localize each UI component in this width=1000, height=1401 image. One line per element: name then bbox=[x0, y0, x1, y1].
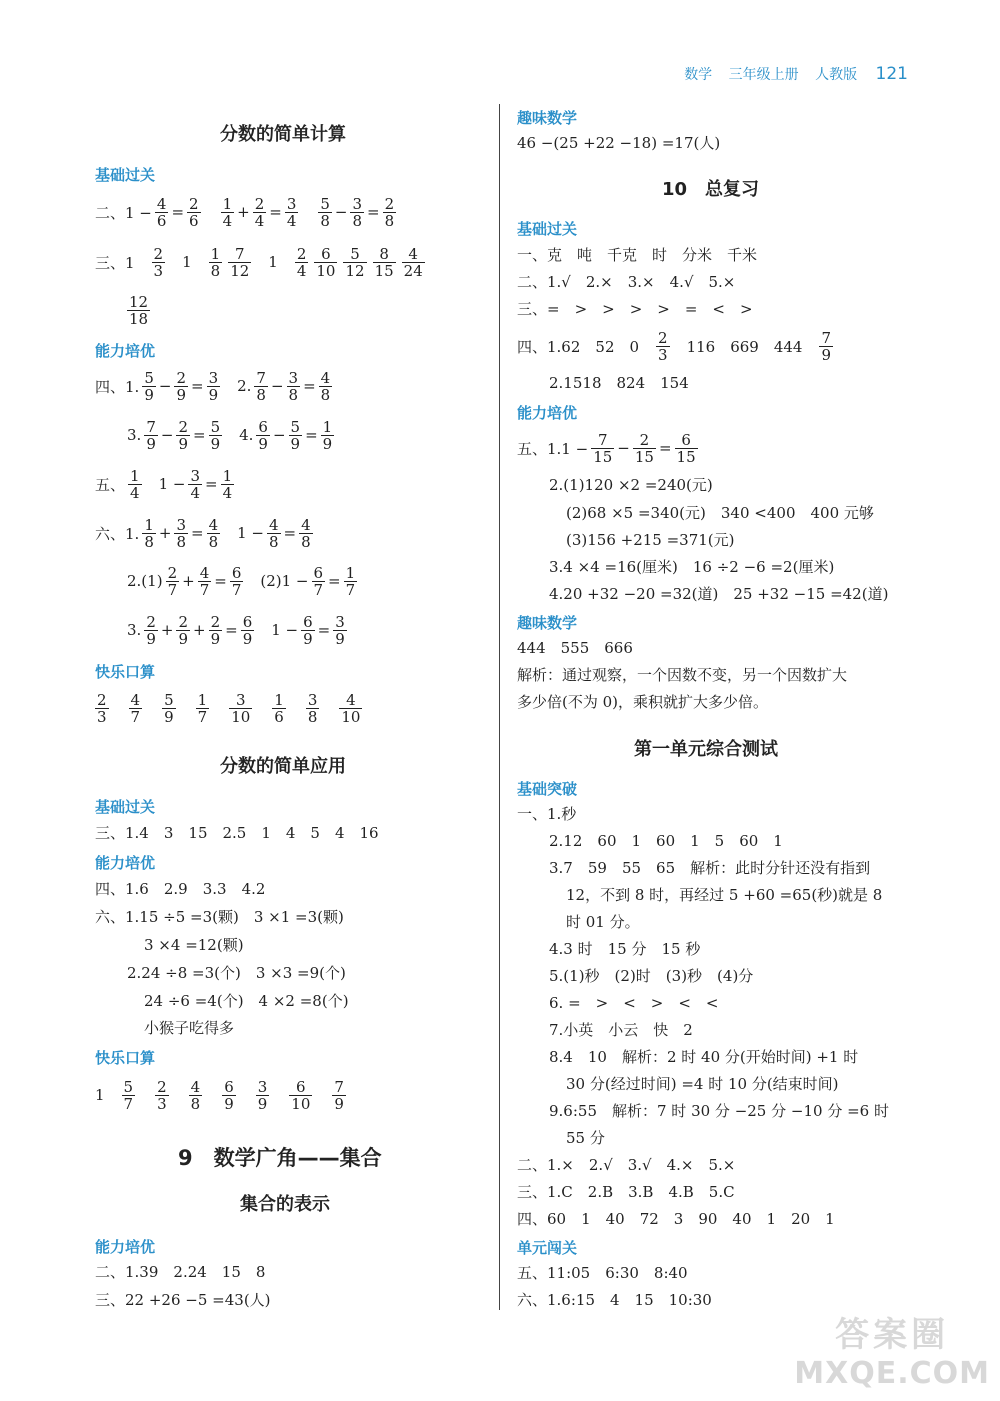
answer-line: 4.3 时 15 分 15 秒 bbox=[549, 940, 701, 958]
answer-line: 2.24 ÷8 =3(个) 3 ×3 =9(个) bbox=[127, 964, 346, 982]
watermark-logo bbox=[794, 1307, 990, 1391]
subsection-heading: 基础过关 bbox=[95, 798, 156, 816]
answer-line: 2.(1)120 ×2 =240(元) bbox=[549, 476, 713, 494]
answer-line: 9.6:55 解析：7 时 30 分 −25 分 −10 分 =6 时 bbox=[549, 1102, 889, 1120]
answer-line: 12，不到 8 时，再经过 5 +60 =65(秒)就是 8 bbox=[566, 886, 883, 904]
answer-line: 4.20 +32 −20 =32(道) 25 +32 −15 =42(道) bbox=[549, 585, 889, 603]
answer-line: 多少倍(不为 0)，乘积就扩大多少倍。 bbox=[517, 693, 769, 711]
answer-line: 2.1518 824 154 bbox=[549, 374, 689, 392]
answer-line: 小猴子吃得多 bbox=[144, 1019, 235, 1037]
answer-line: 五、1.1 − 7 15 − 2 15 = 6 15 bbox=[517, 430, 696, 466]
subsection-heading: 能力培优 bbox=[95, 854, 156, 872]
answer-line: 12 18 bbox=[129, 292, 149, 328]
subsection-heading: 趣味数学 bbox=[517, 614, 578, 632]
header-edition: 人教版 bbox=[815, 67, 858, 83]
answer-line: 3. 7 9 − 2 9 = 5 9 4. 6 9 − 5 9 = 1 9 bbox=[127, 417, 333, 453]
answer-line: 六、1.6:15 4 15 10:30 bbox=[517, 1291, 712, 1309]
answer-line: 二、1.× 2.√ 3.√ 4.× 5.× bbox=[517, 1156, 736, 1174]
subsection-heading: 基础过关 bbox=[95, 166, 156, 184]
section-title: 集合的表示 bbox=[240, 1194, 330, 1215]
section-title: 第一单元综合测试 bbox=[634, 739, 778, 760]
chapter-title: 9 数学广角——集合 bbox=[178, 1146, 382, 1170]
header-grade: 三年级上册 bbox=[728, 67, 799, 83]
answer-line: 解析：通过观察，一个因数不变，另一个因数扩大 bbox=[517, 666, 848, 684]
answer-line: 五、11:05 6:30 8:40 bbox=[517, 1264, 688, 1282]
answer-line: 3 ×4 =12(颗) bbox=[144, 936, 244, 954]
answer-line: 二、1.39 2.24 15 8 bbox=[95, 1263, 266, 1281]
answer-line: 24 ÷6 =4(个) 4 ×2 =8(个) bbox=[144, 992, 349, 1010]
subsection-heading: 能力培优 bbox=[95, 342, 156, 360]
subsection-heading: 快乐口算 bbox=[95, 663, 156, 681]
answer-line: 6. = > < > < < bbox=[549, 994, 719, 1012]
subsection-heading: 趣味数学 bbox=[517, 109, 578, 127]
answer-line: 一、1.秒 bbox=[517, 805, 577, 823]
answer-line: 2.(1) 2 7 + 4 7 = 6 7 (2)1 − 6 7 = 1 7 bbox=[127, 563, 356, 599]
watermark-url: MXQE.COM bbox=[794, 1356, 990, 1391]
answer-line: 三、= > > > > = < > bbox=[517, 300, 753, 318]
subsection-heading: 基础过关 bbox=[517, 220, 578, 238]
subsection-heading: 能力培优 bbox=[517, 404, 578, 422]
answer-line: 2 3 4 7 5 9 1 7 3 10 1 6 3 8 4 10 bbox=[97, 690, 361, 726]
answer-line: 444 555 666 bbox=[517, 639, 633, 657]
answer-line: 时 01 分。 bbox=[566, 913, 640, 931]
page-header bbox=[672, 64, 908, 84]
answer-line: 2.12 60 1 60 1 5 60 1 bbox=[549, 832, 783, 850]
answer-line: 三、22 +26 −5 =43(人) bbox=[95, 1291, 271, 1309]
answer-line: 四、1.6 2.9 3.3 4.2 bbox=[95, 880, 266, 898]
answer-line: 46 −(25 +22 −18) =17(人) bbox=[517, 134, 721, 152]
subsection-heading: 能力培优 bbox=[95, 1238, 156, 1256]
column-divider bbox=[499, 104, 500, 1310]
answer-line: (3)156 +215 =371(元) bbox=[566, 531, 735, 549]
answer-line: 3.4 ×4 =16(厘米) 16 ÷2 −6 =2(厘米) bbox=[549, 558, 835, 576]
answer-line: 8.4 10 解析：2 时 40 分(开始时间) +1 时 bbox=[549, 1048, 859, 1066]
answer-line: 3. 2 9 + 2 9 + 2 9 = 6 9 1 − 6 9 = 3 9 bbox=[127, 612, 345, 648]
answer-line: 一、克 吨 千克 时 分米 千米 bbox=[517, 246, 758, 264]
watermark-text: 答案圈 bbox=[835, 1315, 950, 1355]
answer-line: 5.(1)秒 (2)时 (3)秒 (4)分 bbox=[549, 967, 754, 985]
answer-line: 四、60 1 40 72 3 90 40 1 20 1 bbox=[517, 1210, 835, 1228]
answer-line: 三、1.4 3 15 2.5 1 4 5 4 16 bbox=[95, 824, 379, 842]
answer-line: 六、1. 1 8 + 3 8 = 4 8 1 − 4 8 = 4 8 bbox=[95, 515, 311, 551]
page-number: 121 bbox=[875, 64, 908, 84]
chapter-title: 10 总复习 bbox=[662, 179, 760, 200]
subsection-heading: 快乐口算 bbox=[95, 1049, 156, 1067]
answer-line: 三、1 2 3 1 1 8 7 12 1 2 4 6 10 5 12 8 15 4 24 bbox=[95, 244, 423, 280]
section-title: 分数的简单计算 bbox=[220, 124, 346, 145]
answer-line: 六、1.15 ÷5 =3(颗) 3 ×1 =3(颗) bbox=[95, 908, 344, 926]
answer-line: (2)68 ×5 =340(元) 340 <400 400 元够 bbox=[566, 504, 874, 522]
answer-line: 1 5 7 2 3 4 8 6 9 3 9 6 10 7 9 bbox=[95, 1077, 344, 1113]
answer-line: 55 分 bbox=[566, 1129, 605, 1147]
answer-line: 二、1.√ 2.× 3.× 4.√ 5.× bbox=[517, 273, 736, 291]
answer-line: 五、 1 4 1 − 3 4 = 1 4 bbox=[95, 466, 233, 502]
answer-line: 三、1.C 2.B 3.B 4.B 5.C bbox=[517, 1183, 735, 1201]
subsection-heading: 基础突破 bbox=[517, 780, 578, 798]
section-title: 分数的简单应用 bbox=[220, 756, 346, 777]
subsection-heading: 单元闯关 bbox=[517, 1239, 578, 1257]
answer-line: 二、1 − 4 6 = 2 6 1 4 + 2 4 = 3 4 5 8 − 3 8 = 2 8 bbox=[95, 194, 395, 230]
answer-line: 四、1. 5 9 − 2 9 = 3 9 2. 7 8 − 3 8 = 4 8 bbox=[95, 368, 331, 404]
answer-line: 四、1.62 52 0 2 3 116 669 444 7 9 bbox=[517, 328, 832, 364]
answer-line: 7.小英 小云 快 2 bbox=[549, 1021, 693, 1039]
answer-line: 3.7 59 55 65 解析：此时分针还没有指到 bbox=[549, 859, 871, 877]
header-subject: 数学 bbox=[684, 67, 713, 83]
answer-line: 30 分(经过时间) =4 时 10 分(结束时间) bbox=[566, 1075, 839, 1093]
